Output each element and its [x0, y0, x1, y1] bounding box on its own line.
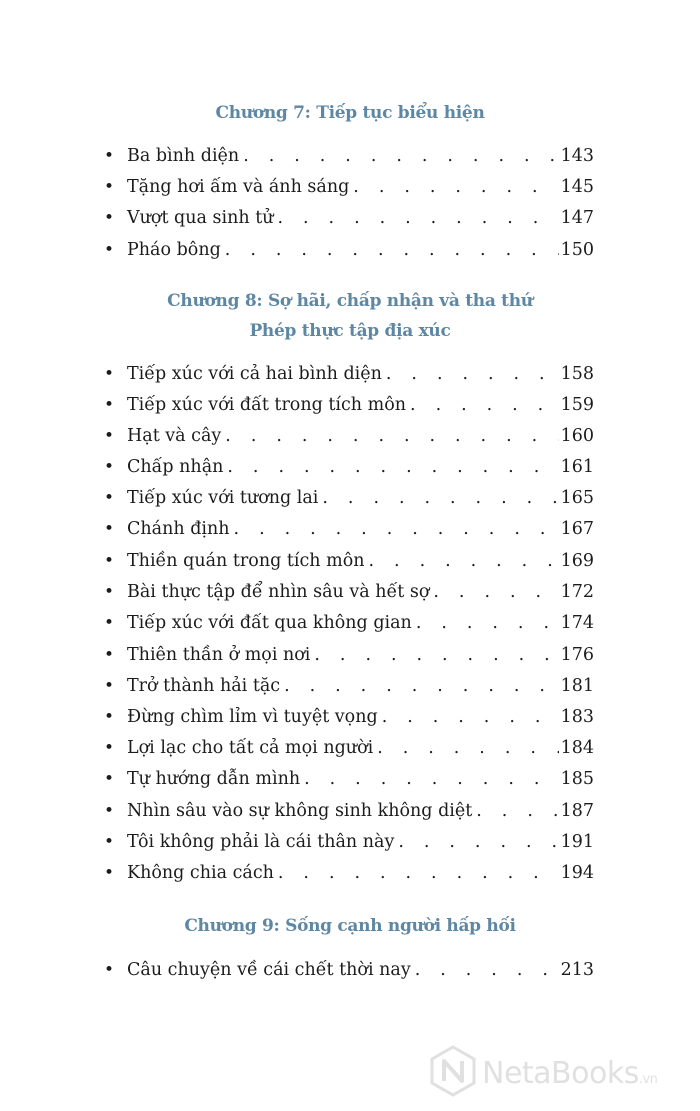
bullet: •: [104, 240, 115, 260]
entry-title: Tiếp xúc với đất trong tích môn: [127, 395, 407, 415]
page-number: 183: [560, 707, 594, 727]
dot-leader: [300, 766, 558, 792]
page-number: 174: [560, 613, 594, 633]
toc-entry[interactable]: [104, 516, 594, 542]
bullet: •: [104, 551, 115, 571]
dot-leader: [365, 548, 559, 574]
toc-entry[interactable]: [104, 454, 594, 480]
dot-leader: [239, 143, 558, 169]
entry-title: Trở thành hải tặc: [127, 676, 281, 696]
page-number: 145: [560, 177, 594, 197]
toc-entry[interactable]: [104, 423, 594, 449]
dot-leader: [221, 423, 558, 449]
dot-leader: [274, 205, 559, 231]
entry-title: Bài thực tập để nhìn sâu và hết sợ: [127, 582, 430, 602]
page-number: 172: [560, 582, 594, 602]
dot-leader: [429, 579, 558, 605]
toc-entry[interactable]: [104, 642, 594, 668]
entry-title: Tôi không phải là cái thân này: [127, 832, 395, 852]
dot-leader: [221, 237, 559, 263]
dot-leader: [406, 392, 559, 418]
toc-entry[interactable]: [104, 548, 594, 574]
page-number: 194: [560, 863, 594, 883]
dot-leader: [230, 516, 559, 542]
entry-title: Tiếp xúc với tương lai: [127, 488, 319, 508]
entry-title: Lợi lạc cho tất cả mọi người: [127, 738, 374, 758]
dot-leader: [318, 485, 558, 511]
toc-entry[interactable]: [104, 735, 594, 761]
page-number: 184: [560, 738, 594, 758]
bullet: •: [104, 582, 115, 602]
dot-leader: [274, 860, 559, 886]
bullet: •: [104, 146, 115, 166]
dot-leader: [280, 673, 558, 699]
entry-title: Vượt qua sinh tử: [127, 208, 274, 228]
entry-title: Câu chuyện về cái chết thời nay: [127, 960, 411, 980]
page-number: 213: [560, 960, 594, 980]
entry-title: Tặng hơi ấm và ánh sáng: [127, 177, 350, 197]
bullet: •: [104, 426, 115, 446]
page-number: 147: [560, 208, 594, 228]
bullet: •: [104, 613, 115, 633]
netabooks-logo-icon: [430, 1045, 476, 1101]
toc-entry[interactable]: [104, 610, 594, 636]
toc-entry[interactable]: [104, 237, 594, 263]
page-number: 160: [560, 426, 594, 446]
watermark: [430, 1045, 657, 1101]
entry-title: Đừng chìm lỉm vì tuyệt vọng: [127, 707, 378, 727]
bullet: •: [104, 519, 115, 539]
entry-title: Tiếp xúc với cả hai bình diện: [127, 364, 382, 384]
toc-entry[interactable]: [104, 174, 594, 200]
toc-entry[interactable]: [104, 704, 594, 730]
dot-leader: [378, 704, 559, 730]
entry-title: Thiên thần ở mọi nơi: [127, 645, 311, 665]
page-number: 176: [560, 645, 594, 665]
toc-entry[interactable]: [104, 957, 594, 983]
dot-leader: [373, 735, 558, 761]
toc-entry[interactable]: [104, 579, 594, 605]
bullet: •: [104, 738, 115, 758]
entry-title: Chánh định: [127, 519, 230, 539]
chapter-title: Chương 7: Tiếp tục biểu hiện: [215, 103, 485, 123]
entry-title: Không chia cách: [127, 863, 274, 883]
toc-entry[interactable]: [104, 766, 594, 792]
entry-title: Ba bình diện: [127, 146, 240, 166]
bullet: •: [104, 488, 115, 508]
entry-title: Hạt và cây: [127, 426, 222, 446]
entry-title: Pháo bông: [127, 240, 221, 260]
page-number: 185: [560, 769, 594, 789]
page-number: 150: [560, 240, 594, 260]
chapter-subtitle: Phép thực tập địa xúc: [249, 321, 451, 341]
page-number: 158: [560, 364, 594, 384]
watermark-text: NetaBooks.vn: [482, 1055, 658, 1091]
bullet: •: [104, 801, 115, 821]
bullet: •: [104, 208, 115, 228]
bullet: •: [104, 364, 115, 384]
toc-entry[interactable]: [104, 361, 594, 387]
bullet: •: [104, 960, 115, 980]
dot-leader: [223, 454, 558, 480]
bullet: •: [104, 832, 115, 852]
bullet: •: [104, 769, 115, 789]
toc-entry[interactable]: [104, 860, 594, 886]
page-number: 165: [560, 488, 594, 508]
dot-leader: [382, 361, 559, 387]
page-number: 159: [560, 395, 594, 415]
toc-entry[interactable]: [104, 143, 594, 169]
bullet: •: [104, 863, 115, 883]
entry-title: Tiếp xúc với đất qua không gian: [127, 613, 412, 633]
entry-title: Tự hướng dẫn mình: [127, 769, 301, 789]
bullet: •: [104, 707, 115, 727]
page-number: 161: [560, 457, 594, 477]
bullet: •: [104, 177, 115, 197]
bullet: •: [104, 645, 115, 665]
toc-entry[interactable]: [104, 485, 594, 511]
toc-entry[interactable]: [104, 392, 594, 418]
page-number: 191: [560, 832, 594, 852]
dot-leader: [310, 642, 558, 668]
toc-entry[interactable]: [104, 798, 594, 824]
bullet: •: [104, 457, 115, 477]
bullet: •: [104, 676, 115, 696]
page-number: 167: [560, 519, 594, 539]
page-number: 169: [560, 551, 594, 571]
entry-title: Chấp nhận: [127, 457, 224, 477]
dot-leader: [394, 829, 558, 855]
dot-leader: [411, 957, 559, 983]
toc-entry[interactable]: [104, 205, 594, 231]
page-number: 181: [560, 676, 594, 696]
dot-leader: [472, 798, 558, 824]
chapter-title: Chương 9: Sống cạnh người hấp hối: [184, 916, 516, 936]
bullet: •: [104, 395, 115, 415]
chapter-title: Chương 8: Sợ hãi, chấp nhận và tha thứ: [167, 291, 533, 311]
dot-leader: [349, 174, 558, 200]
entry-title: Thiền quán trong tích môn: [127, 551, 365, 571]
page-number: 187: [560, 801, 594, 821]
toc-entry[interactable]: [104, 673, 594, 699]
toc-entry[interactable]: [104, 829, 594, 855]
entry-title: Nhìn sâu vào sự không sinh không diệt: [127, 801, 473, 821]
dot-leader: [412, 610, 559, 636]
page-number: 143: [560, 146, 594, 166]
